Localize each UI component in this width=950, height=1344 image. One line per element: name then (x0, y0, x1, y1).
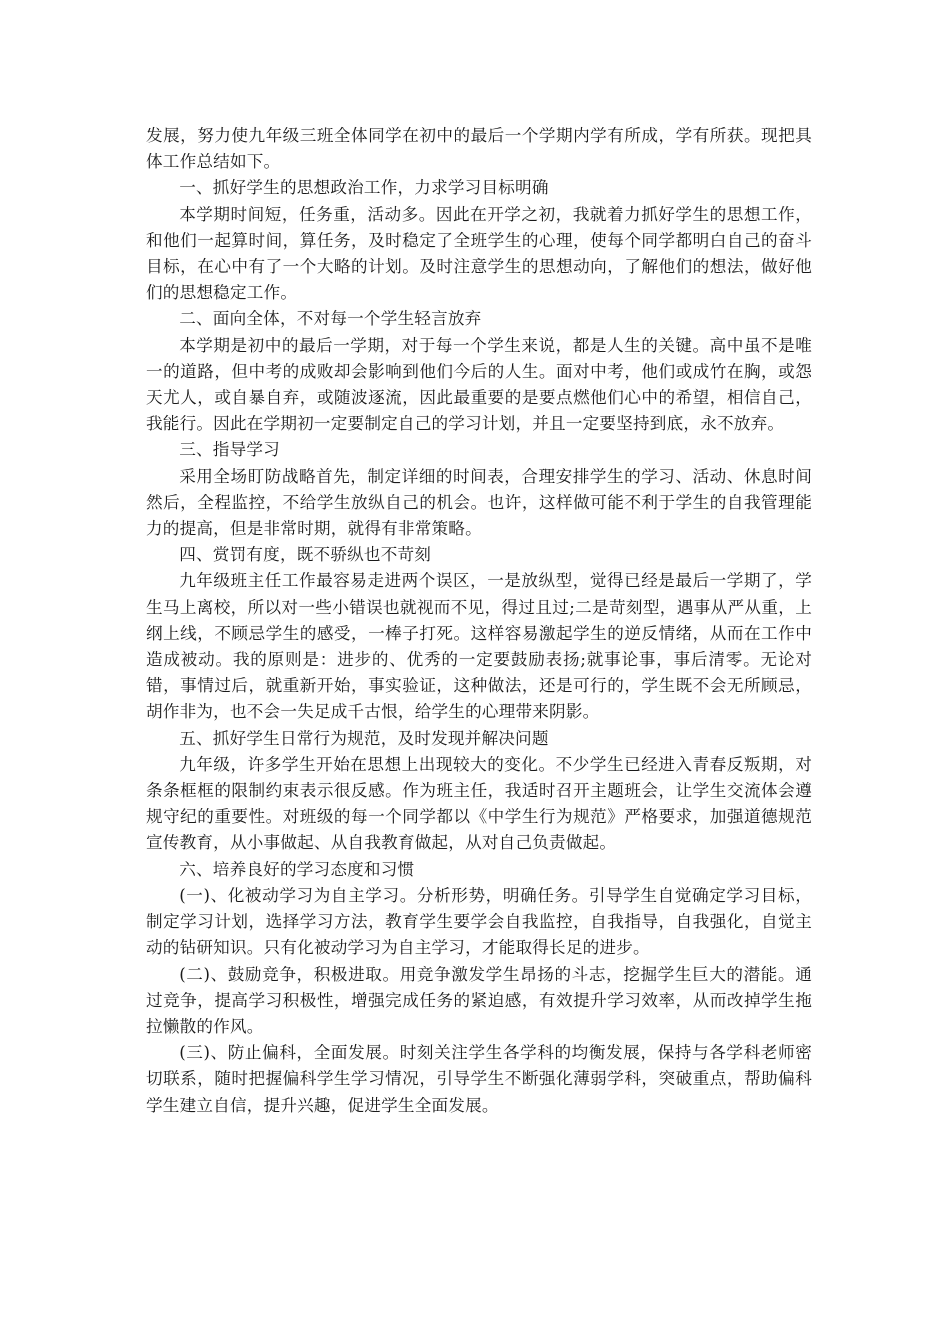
section-heading-2: 二、面向全体，不对每一个学生轻言放弃 (179, 309, 482, 329)
section-5-paragraph: 九年级，许多学生开始在思想上出现较大的变化。不少学生已经进入青春反叛期，对条条框框的限制约束表示很反感。作为班主任，我适时召开主题班会，让学生交流体会遵规守纪的重要性。对班级的每一个同学都以《中学生行为规范》严格要求，加强道德规范宣传教育，从小事做起、从自我教育做起，从对自己负责做起。 (146, 754, 812, 853)
section-heading-5: 五、抓好学生日常行为规范，及时发现并解决问题 (179, 728, 549, 748)
section-heading-6: 六、培养良好的学习态度和习惯 (179, 859, 415, 879)
section-3-paragraph: 采用全场盯防战略首先，制定详细的时间表，合理安排学生的学习、活动、休息时间然后，全程监控，不给学生放纵自己的机会。也许，这样做可能不利于学生的自我管理能力的提高，但是非常时期，就得有非常策略。 (146, 466, 812, 539)
section-2-paragraph: 本学期是初中的最后一学期，对于每一个学生来说，都是人生的关键。高中虽不是唯一的道路，但中考的成败却会影响到他们今后的人生。面对中考，他们或成竹在胸，或怨天尤人，或自暴自弃，或随波逐流，因此最重要的是要点燃他们心中的希望，相信自己，我能行。因此在学期初一定要制定自己的学习计划，并且一定要坚持到底，永不放弃。 (146, 335, 812, 434)
intro-continuation-paragraph: 发展，努力使九年级三班全体同学在初中的最后一个学期内学有所成，学有所获。现把具体工作总结如下。 (146, 126, 812, 172)
section-heading-4: 四、赏罚有度，既不骄纵也不苛刻 (179, 545, 432, 565)
section-4-paragraph: 九年级班主任工作最容易走进两个误区，一是放纵型，觉得已经是最后一学期了，学生马上离校，所以对一些小错误也就视而不见，得过且过;二是苛刻型，遇事从严从重，上纲上线，不顾忌学生的感受，一棒子打死。这样容易激起学生的逆反情绪，从而在工作中造成被动。我的原则是：进步的、优秀的一定要鼓励表扬;就事论事，事后清零。无论对错，事情过后，就重新开始，事实验证，这种做法，还是可行的，学生既不会无所顾忌，胡作非为，也不会一失足成千古恨，给学生的心理带来阴影。 (146, 571, 812, 722)
section-heading-1: 一、抓好学生的思想政治工作，力求学习目标明确 (179, 178, 549, 198)
section-6-item-2-paragraph: (二)、鼓励竞争，积极进取。用竞争激发学生昂扬的斗志，挖掘学生巨大的潜能。通过竞争，提高学习积极性，增强完成任务的紧迫感，有效提升学习效率，从而改掉学生拖拉懒散的作风。 (146, 964, 812, 1036)
section-6-item-3-paragraph: (三)、防止偏科，全面发展。时刻关注学生各学科的均衡发展，保持与各学科老师密切联系，随时把握偏科学生学习情况，引导学生不断强化薄弱学科，突破重点，帮助偏科学生建立自信，提升兴趣，促进学生全面发展。 (146, 1043, 812, 1115)
document-body (146, 123, 812, 1119)
section-6-item-1-paragraph: (一)、化被动学习为自主学习。分析形势，明确任务。引导学生自觉确定学习目标，制定学习计划，选择学习方法，教育学生要学会自我监控，自我指导，自我强化，自觉主动的钻研知识。只有化被动学习为自主学习，才能取得长足的进步。 (146, 885, 812, 958)
section-heading-3: 三、指导学习 (179, 440, 280, 460)
section-1-paragraph: 本学期时间短，任务重，活动多。因此在开学之初，我就着力抓好学生的思想工作，和他们一起算时间，算任务，及时稳定了全班学生的心理，使每个同学都明白自己的奋斗目标，在心中有了一个大略的计划。及时注意学生的思想动向，了解他们的想法，做好他们的思想稳定工作。 (146, 204, 812, 303)
